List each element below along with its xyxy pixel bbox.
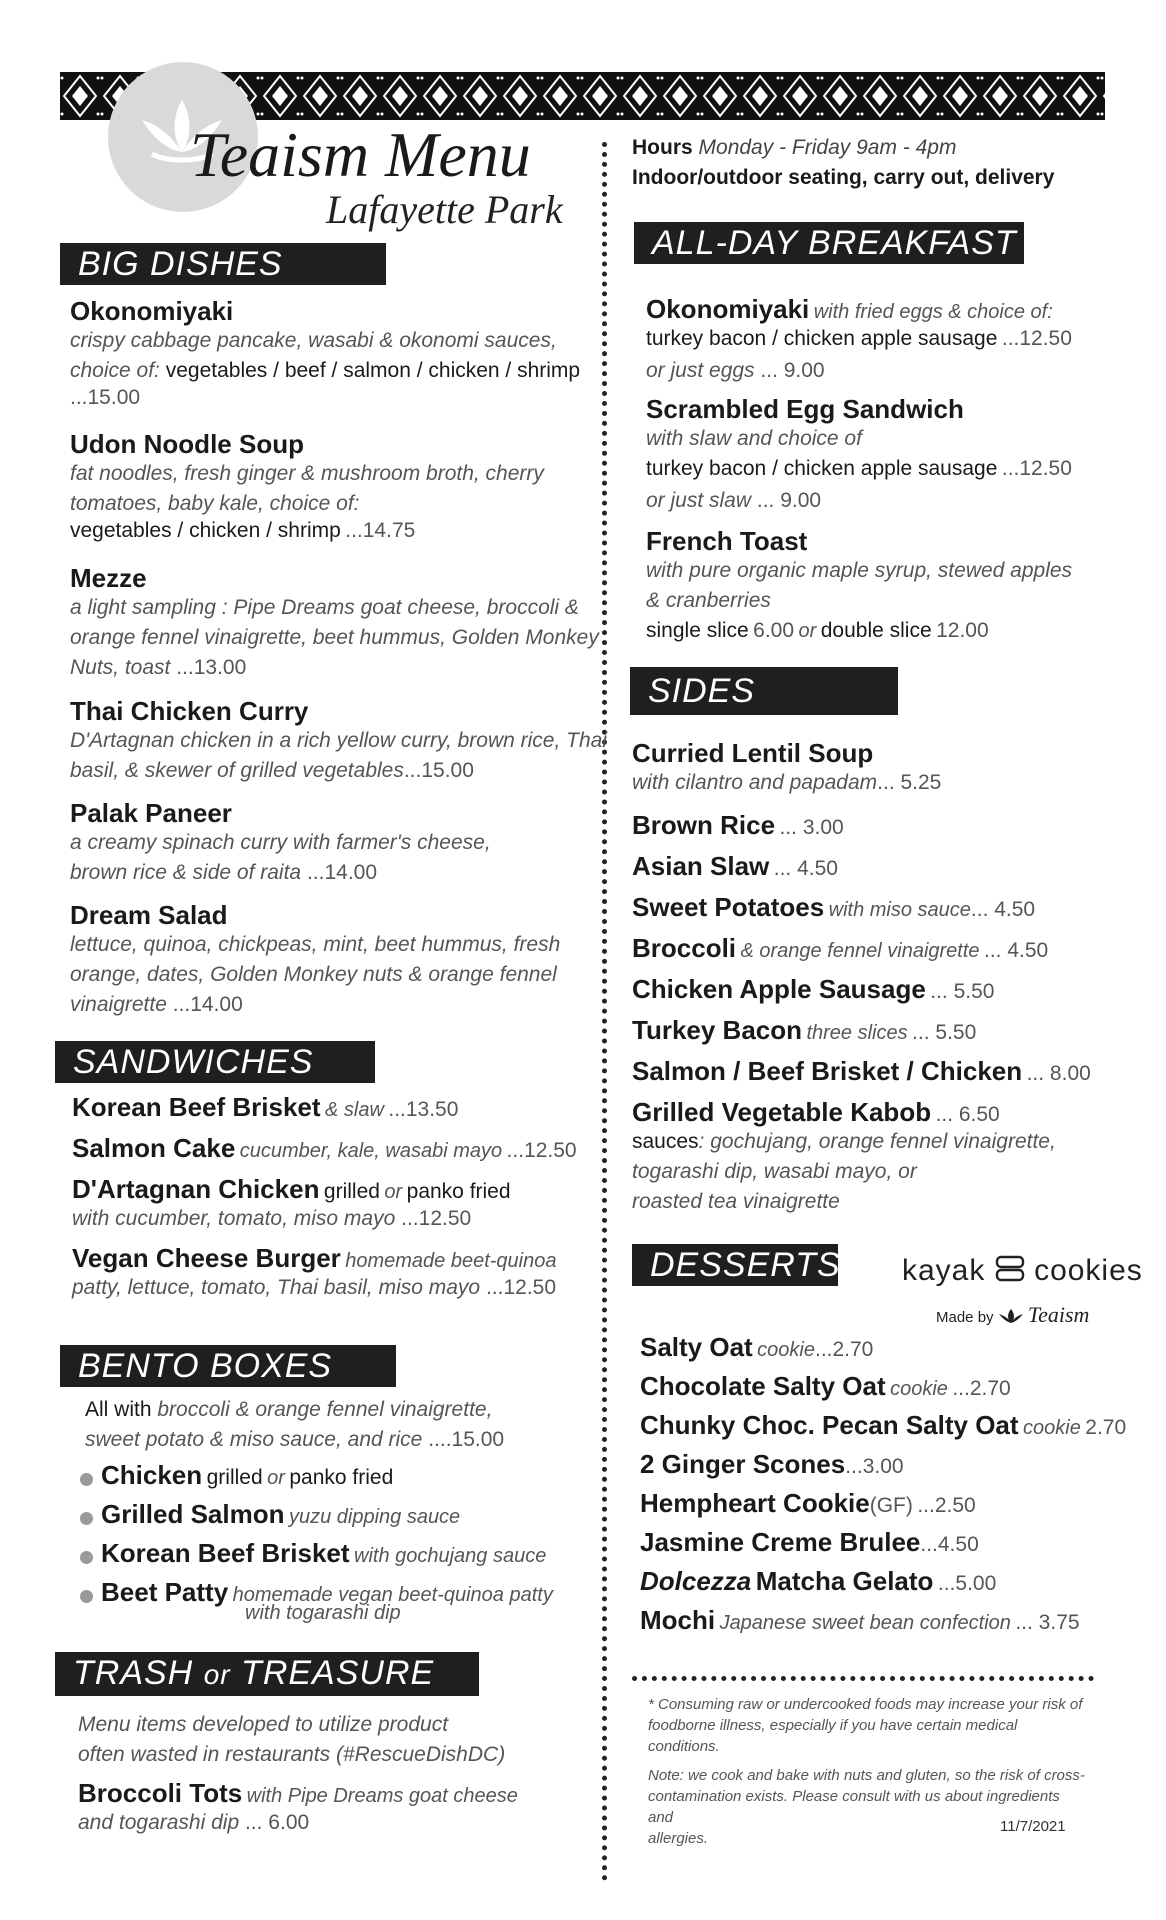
item-description: yuzu dipping sauce xyxy=(288,1506,461,1528)
health-warning: foodborne illness, especially if you have certain medical conditions. xyxy=(648,1717,1018,1755)
item-name: Asian Slaw xyxy=(632,851,770,881)
footer-divider xyxy=(632,1676,1094,1681)
item-price: ...14.00 xyxy=(306,861,378,884)
item-or: or xyxy=(798,620,817,642)
item-description: cookie xyxy=(757,1339,815,1361)
item-name: Thai Chicken Curry xyxy=(70,696,309,726)
item-name: Vegan Cheese Burger xyxy=(72,1243,341,1273)
item-description: crispy cabbage pancake, wasabi & okonomi sauces, xyxy=(70,329,557,352)
item-price: ...2.70 xyxy=(952,1377,1011,1400)
menu-item-chunky-choc-pecan-salty-oat xyxy=(640,1410,1126,1440)
made-by-brand: Teaism xyxy=(1027,1302,1090,1327)
bullet-icon xyxy=(80,1551,93,1564)
item-description: : gochujang, orange fennel vinaigrette, xyxy=(698,1130,1056,1153)
kayak-wordmark: kayak xyxy=(902,1254,986,1287)
item-description: togarashi dip, wasabi mayo, or xyxy=(632,1160,917,1183)
menu-item-mochi xyxy=(640,1605,1080,1635)
item-price: ...14.75 xyxy=(345,519,416,542)
item-option: grilled xyxy=(323,1180,380,1203)
item-price: ... 5.50 xyxy=(912,1021,977,1044)
item-name: Okonomiyaki xyxy=(70,296,234,326)
item-price: ...13.00 xyxy=(176,656,247,679)
item-choices: vegetables / chicken / shrimp xyxy=(70,519,341,542)
item-name: Brown Rice xyxy=(632,810,776,840)
menu-item-ginger-scones xyxy=(640,1449,904,1479)
item-description: with Pipe Dreams goat cheese xyxy=(246,1785,518,1807)
menu-item-dartagnan-chicken xyxy=(72,1174,612,1234)
cookies-wordmark: cookies xyxy=(1034,1254,1143,1287)
item-price: ...3.00 xyxy=(845,1455,904,1478)
item-choice-label: choice of: xyxy=(70,359,160,382)
item-or: or xyxy=(384,1181,403,1203)
item-price: 6.00 xyxy=(753,619,795,642)
item-description: patty, lettuce, tomato, Thai basil, miso mayo xyxy=(72,1276,481,1299)
item-description: sweet potato & miso sauce, and rice xyxy=(85,1428,423,1451)
menu-item-palak-paneer xyxy=(70,798,610,888)
item-description: with togarashi dip xyxy=(245,1602,401,1624)
item-name: Hempheart Cookie xyxy=(640,1488,870,1518)
menu-item-broccoli xyxy=(632,933,1048,963)
item-description: D'Artagnan chicken in a rich yellow curry, brown rice, Thai xyxy=(70,729,607,752)
trash-description xyxy=(78,1710,618,1770)
menu-item-matcha-gelato xyxy=(640,1566,996,1596)
menu-item-okonomiyaki xyxy=(70,296,610,410)
menu-item-vegan-cheese-burger xyxy=(72,1243,612,1303)
bento-option-chicken xyxy=(80,1460,393,1490)
menu-item-curried-lentil-soup xyxy=(632,738,1166,798)
sauces-label: sauces xyxy=(632,1130,699,1153)
item-description: with pure organic maple syrup, stewed apples xyxy=(646,559,1073,582)
item-choices: turkey bacon / chicken apple sausage xyxy=(646,327,998,350)
allergy-note: allergies. xyxy=(648,1830,709,1847)
allergy-note: contamination exists. Please consult with us about ingredients and xyxy=(648,1788,1060,1826)
section-header-all-day-breakfast: ALL-DAY BREAKFAST xyxy=(634,222,1024,264)
item-price: ...12.50 xyxy=(401,1207,472,1230)
item-alt: or just eggs xyxy=(646,359,755,382)
health-warning: * Consuming raw or undercooked foods may increase your risk of xyxy=(648,1696,1083,1713)
item-description: homemade beet-quinoa xyxy=(345,1250,557,1272)
item-description: with gochujang sauce xyxy=(354,1545,547,1567)
item-description: a creamy spinach curry with farmer's cheese, xyxy=(70,831,491,854)
item-description: and togarashi dip xyxy=(78,1811,240,1834)
item-description: Japanese sweet bean confection xyxy=(719,1612,1011,1634)
item-price: ...15.00 xyxy=(70,386,141,409)
item-description: lettuce, quinoa, chickpeas, mint, beet hummus, fresh xyxy=(70,933,561,956)
item-price: ...12.50 xyxy=(1001,327,1072,350)
section-header-trash-or-treasure xyxy=(55,1652,479,1696)
item-name: Dream Salad xyxy=(70,900,228,930)
item-option: grilled xyxy=(206,1466,263,1489)
item-description: cucumber, kale, wasabi mayo xyxy=(239,1140,503,1162)
item-name: Broccoli Tots xyxy=(78,1778,243,1808)
menu-item-salty-oat xyxy=(640,1332,873,1362)
bento-option-korean-beef-brisket xyxy=(80,1538,546,1568)
item-name: French Toast xyxy=(646,526,808,556)
item-price: ... 6.50 xyxy=(935,1103,1000,1126)
menu-item-thai-chicken-curry xyxy=(70,696,610,786)
page-subtitle: Lafayette Park xyxy=(326,187,563,232)
item-description: with slaw and choice of xyxy=(646,427,862,450)
item-name: Palak Paneer xyxy=(70,798,232,828)
item-price: ...12.50 xyxy=(1001,457,1072,480)
item-price: ... 4.50 xyxy=(970,898,1036,921)
bento-all-with: All with xyxy=(85,1398,152,1421)
item-price: ...15.00 xyxy=(403,759,474,782)
item-description: fat noodles, fresh ginger & mushroom broth, cherry xyxy=(70,462,544,485)
service-options: Indoor/outdoor seating, carry out, delivery xyxy=(632,166,1055,189)
menu-item-grilled-vegetable-kabob xyxy=(632,1097,1166,1217)
menu-item-salmon-beef-chicken xyxy=(632,1056,1091,1086)
item-name: Chunky Choc. Pecan Salty Oat xyxy=(640,1410,1019,1440)
item-price: ... 4.50 xyxy=(984,939,1049,962)
menu-item-hempheart-cookie xyxy=(640,1488,976,1518)
item-name: Chicken xyxy=(101,1460,203,1490)
item-price: ... 6.00 xyxy=(244,1811,310,1834)
menu-item-udon-noodle-soup xyxy=(70,429,610,543)
bullet-icon xyxy=(80,1473,93,1486)
menu-item-dream-salad xyxy=(70,900,610,1020)
item-price: ...2.50 xyxy=(917,1494,976,1517)
menu-item-scrambled-egg-sandwich xyxy=(646,394,1166,516)
item-description: brown rice & side of raita xyxy=(70,861,302,884)
item-description: & orange fennel vinaigrette xyxy=(740,940,980,962)
item-price: ...14.00 xyxy=(172,993,243,1016)
header-word: or xyxy=(203,1659,231,1690)
item-description: cookie xyxy=(1023,1417,1081,1439)
menu-item-asian-slaw xyxy=(632,851,838,881)
item-description: basil, & skewer of grilled vegetables xyxy=(70,759,404,782)
made-by-line xyxy=(936,1302,1089,1328)
item-price: ...5.00 xyxy=(937,1572,997,1595)
section-header-sides: SIDES xyxy=(630,667,898,715)
item-description: with miso sauce xyxy=(828,899,971,921)
menu-item-chocolate-salty-oat xyxy=(640,1371,1011,1401)
item-description: tomatoes, baby kale, choice of: xyxy=(70,492,360,515)
menu-item-mezze xyxy=(70,563,610,683)
menu-item-broccoli-tots xyxy=(78,1778,618,1838)
bento-option-grilled-salmon xyxy=(80,1499,460,1529)
menu-item-sweet-potatoes xyxy=(632,892,1035,922)
item-price: 12.00 xyxy=(936,619,989,642)
menu-item-turkey-bacon xyxy=(632,1015,976,1045)
header-word: TRASH xyxy=(73,1654,194,1692)
item-price: ... 8.00 xyxy=(1026,1062,1091,1085)
item-price: ... 4.50 xyxy=(773,857,838,880)
item-name: Turkey Bacon xyxy=(632,1015,803,1045)
item-description: with fried eggs & choice of: xyxy=(813,301,1053,323)
item-brand: Dolcezza xyxy=(640,1566,752,1596)
item-description: & cranberries xyxy=(646,589,771,612)
item-name: Korean Beef Brisket xyxy=(101,1538,350,1568)
section-description: often wasted in restaurants (#RescueDishDC) xyxy=(78,1743,506,1766)
item-option: double slice xyxy=(820,619,932,642)
item-name: Chicken Apple Sausage xyxy=(632,974,926,1004)
cookie-stack-icon xyxy=(995,1255,1025,1283)
menu-item-salmon-cake xyxy=(72,1133,577,1163)
item-name: Salmon Cake xyxy=(72,1133,236,1163)
page-title: Teaism Menu xyxy=(190,119,531,190)
item-description: with cucumber, tomato, miso mayo xyxy=(72,1207,396,1230)
item-price: ....15.00 xyxy=(428,1428,505,1451)
item-price: ... 9.00 xyxy=(760,359,825,382)
allergy-note: Note: we cook and bake with nuts and gluten, so the risk of cross- xyxy=(648,1767,1085,1784)
item-name: Beet Patty xyxy=(101,1577,229,1607)
item-price: ... 5.25 xyxy=(877,771,942,794)
item-description: cookie xyxy=(890,1378,948,1400)
hours-line xyxy=(632,136,956,160)
item-name: 2 Ginger Scones xyxy=(640,1449,846,1479)
item-description: & slaw xyxy=(325,1099,384,1121)
made-by-label: Made by xyxy=(936,1309,994,1326)
item-price: ...12.50 xyxy=(485,1276,557,1299)
item-name: Udon Noodle Soup xyxy=(70,429,304,459)
item-price: 2.70 xyxy=(1085,1416,1127,1439)
bullet-icon xyxy=(80,1590,93,1603)
item-price: ... 9.00 xyxy=(756,489,822,512)
section-header-big-dishes: BIG DISHES xyxy=(60,243,386,285)
item-name: Grilled Salmon xyxy=(101,1499,285,1529)
menu-date: 11/7/2021 xyxy=(1000,1818,1066,1835)
item-name: Scrambled Egg Sandwich xyxy=(646,394,964,424)
item-name: Chocolate Salty Oat xyxy=(640,1371,886,1401)
item-or: or xyxy=(267,1467,285,1489)
item-name: Broccoli xyxy=(632,933,737,963)
item-name: Salty Oat xyxy=(640,1332,753,1362)
item-name: Korean Beef Brisket xyxy=(72,1092,321,1122)
item-option: panko fried xyxy=(289,1466,394,1489)
teaism-lotus-icon xyxy=(998,1307,1024,1325)
item-description: a light sampling : Pipe Dreams goat cheese, broccoli & xyxy=(70,596,579,619)
menu-item-brown-rice xyxy=(632,810,844,840)
menu-item-korean-beef-brisket-sandwich xyxy=(72,1092,458,1122)
item-choices: turkey bacon / chicken apple sausage xyxy=(646,457,998,480)
item-description: roasted tea vinaigrette xyxy=(632,1190,840,1213)
section-header-sandwiches: SANDWICHES xyxy=(55,1041,375,1083)
item-description: orange, dates, Golden Monkey nuts & orange fennel xyxy=(70,963,557,986)
item-name: Curried Lentil Soup xyxy=(632,738,874,768)
menu-item-french-toast xyxy=(646,526,1166,648)
item-price: ... 3.00 xyxy=(779,816,844,839)
item-option: panko fried xyxy=(406,1180,511,1203)
item-name: Grilled Vegetable Kabob xyxy=(632,1097,932,1127)
section-header-bento-boxes: BENTO BOXES xyxy=(60,1345,396,1387)
menu-item-jasmine-creme-brulee xyxy=(640,1527,979,1557)
menu-item-chicken-apple-sausage xyxy=(632,974,994,1004)
header-word: TREASURE xyxy=(241,1654,435,1692)
hours-label: Hours xyxy=(632,136,693,159)
item-name: Mezze xyxy=(70,563,147,593)
menu-item-breakfast-okonomiyaki xyxy=(646,294,1166,386)
item-description: orange fennel vinaigrette, beet hummus, Golden Monkey xyxy=(70,626,599,649)
item-option: single slice xyxy=(646,619,749,642)
item-name: Salmon / Beef Brisket / Chicken xyxy=(632,1056,1023,1086)
item-name: Mochi xyxy=(640,1605,716,1635)
item-alt: or just slaw xyxy=(646,489,752,512)
item-price: ... 5.50 xyxy=(930,980,995,1003)
item-description: Nuts, toast xyxy=(70,656,171,679)
bullet-icon xyxy=(80,1512,93,1525)
section-header-desserts: DESSERTS xyxy=(632,1244,838,1286)
item-name: Matcha Gelato xyxy=(755,1566,934,1596)
bento-description xyxy=(85,1395,625,1455)
item-name: Sweet Potatoes xyxy=(632,892,825,922)
item-description: homemade vegan beet-quinoa patty xyxy=(232,1584,553,1606)
item-price: ...2.70 xyxy=(814,1338,874,1361)
item-name: D'Artagnan Chicken xyxy=(72,1174,320,1204)
item-tag: (GF) xyxy=(869,1494,913,1517)
item-description: vinaigrette xyxy=(70,993,167,1016)
item-price: ...4.50 xyxy=(920,1533,979,1556)
item-price: ... 3.75 xyxy=(1015,1611,1080,1634)
item-price: ...13.50 xyxy=(388,1098,459,1121)
kayak-cookies-logo xyxy=(902,1254,1143,1288)
item-name: Okonomiyaki xyxy=(646,294,810,324)
item-description: broccoli & orange fennel vinaigrette, xyxy=(157,1398,493,1421)
item-choices: vegetables / beef / salmon / chicken / shrimp xyxy=(165,359,581,382)
item-description: three slices xyxy=(806,1022,908,1044)
section-description: Menu items developed to utilize product xyxy=(78,1713,449,1736)
item-price: ...12.50 xyxy=(506,1139,577,1162)
item-description: with cilantro and papadam xyxy=(632,771,878,794)
hours-times: Monday - Friday 9am - 4pm xyxy=(698,136,957,159)
item-name: Jasmine Creme Brulee xyxy=(640,1527,921,1557)
